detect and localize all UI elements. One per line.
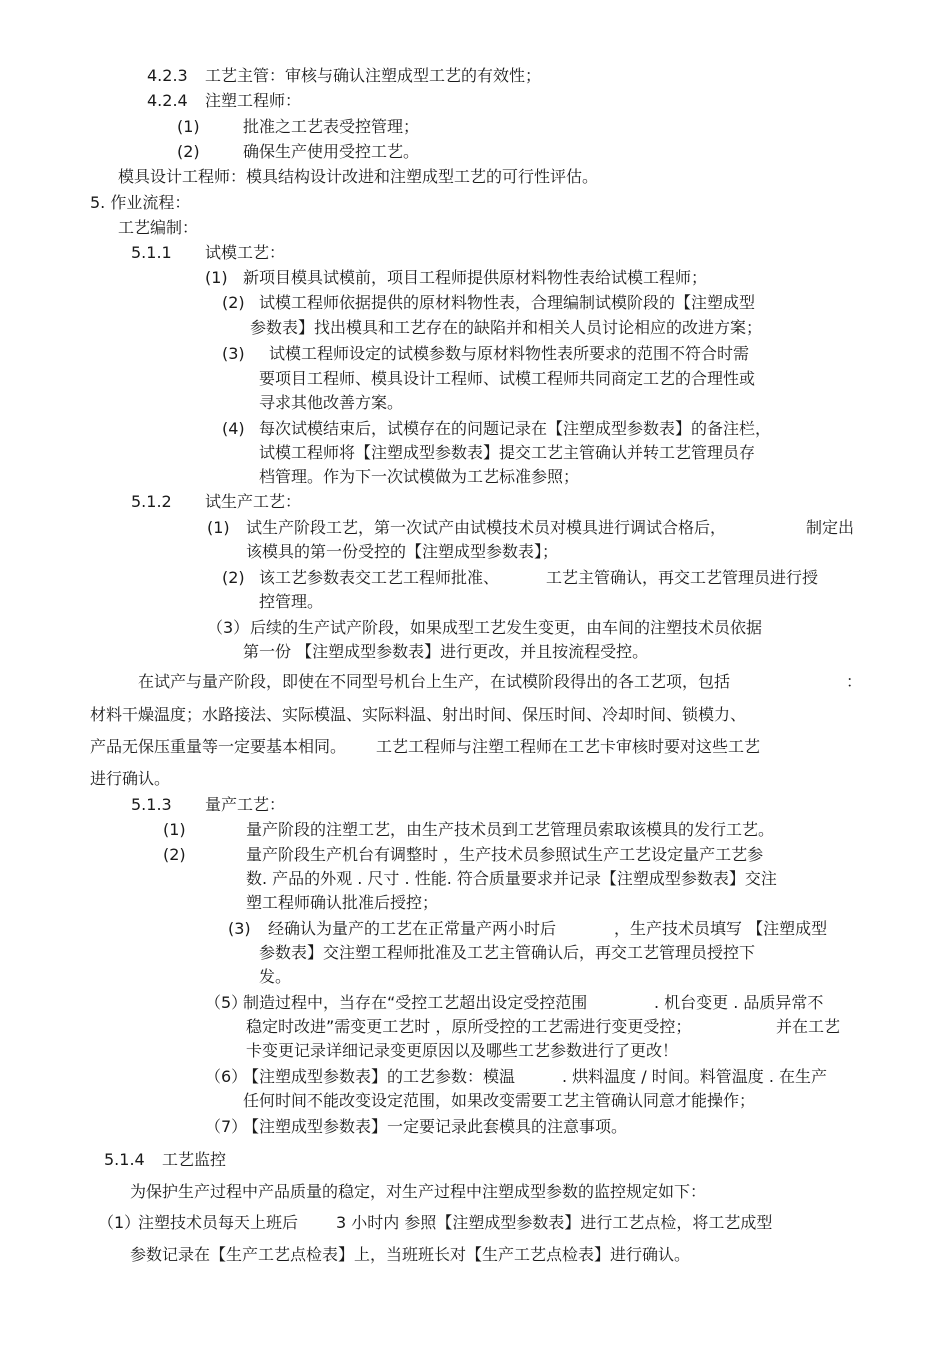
list-item-number: （1） bbox=[98, 1213, 141, 1232]
list-item-text: 数. 产品的外观 . 尺寸 . 性能. 符合质量要求并记录【注塑成型参数表】交注 bbox=[246, 869, 777, 888]
list-item-text: 【注塑成型参数表】一定要记录此套模具的注意事项。 bbox=[243, 1117, 628, 1136]
list-item-text: 卡变更记录详细记录变更原因以及哪些工艺参数进行了更改！ bbox=[246, 1041, 679, 1060]
list-item-text: 寻求其他改善方案。 bbox=[259, 393, 404, 412]
list-item-text: 档管理。作为下一次试模做为工艺标准参照； bbox=[259, 467, 580, 486]
list-item-number: (2) bbox=[163, 845, 186, 864]
list-item-number: (2) bbox=[222, 293, 245, 312]
paragraph-line: 材料干燥温度；水路接法、实际模温、实际料温、射出时间、保压时间、冷却时间、锁模力、 bbox=[90, 705, 747, 724]
list-item-text: . 烘料温度 / 时间。料管温度 . 在生产 bbox=[562, 1067, 827, 1086]
list-item-text: 经确认为量产的工艺在正常量产两小时后 bbox=[268, 919, 557, 938]
paragraph-line: 为保护生产过程中产品质量的稳定，对生产过程中注塑成型参数的监控规定如下： bbox=[130, 1182, 707, 1201]
paragraph-line: ： bbox=[846, 672, 863, 691]
paragraph-line: 产品无保压重量等一定要基本相同。 bbox=[90, 737, 347, 756]
subsection-heading: 工艺编制： bbox=[118, 218, 199, 237]
list-item-number: （3） bbox=[207, 618, 250, 637]
section-text: 工艺主管：审核与确认注塑成型工艺的有效性； bbox=[205, 66, 542, 85]
list-item-number: (3) bbox=[228, 919, 251, 938]
paragraph-line: 工艺工程师与注塑工程师在工艺卡审核时要对这些工艺 bbox=[376, 737, 761, 756]
section-heading: 5. 作业流程： bbox=[90, 193, 191, 212]
section-number: 4.2.4 bbox=[147, 91, 188, 110]
list-item-text: 每次试模结束后，试模存在的问题记录在【注塑成型参数表】的备注栏， bbox=[259, 419, 772, 438]
list-item-text: 参数表】交注塑工程师批准及工艺主管确认后，再交工艺管理员授控下 bbox=[259, 943, 756, 962]
section-text: 注塑工程师： bbox=[205, 91, 302, 110]
list-item-text: 控管理。 bbox=[259, 592, 324, 611]
list-item-text: . 机台变更 . 品质异常不 bbox=[654, 993, 824, 1012]
list-item-text: 量产阶段的注塑工艺，由生产技术员到工艺管理员索取该模具的发行工艺。 bbox=[246, 820, 775, 839]
list-item-number: (1) bbox=[205, 268, 228, 287]
section-number: 5.1.3 bbox=[131, 795, 172, 814]
section-title: 量产工艺： bbox=[205, 795, 286, 814]
list-item-number: (1) bbox=[163, 820, 186, 839]
list-item-text: 稳定时改进”需变更工艺时 ，原所受控的工艺需进行变更受控； bbox=[246, 1017, 692, 1036]
list-item-number: (2) bbox=[177, 142, 200, 161]
section-title: 试生产工艺： bbox=[205, 492, 302, 511]
list-item-text: 参数表】找出模具和工艺存在的缺陷并和相关人员讨论相应的改进方案； bbox=[250, 318, 763, 337]
list-item-text: 注塑技术员每天上班后 bbox=[138, 1213, 299, 1232]
section-title: 工艺监控 bbox=[162, 1150, 227, 1169]
list-item-text: 制定出 bbox=[806, 518, 855, 537]
list-item-number: （7） bbox=[205, 1117, 248, 1136]
section-number: 5.1.4 bbox=[104, 1150, 145, 1169]
list-item-text: 确保生产使用受控工艺。 bbox=[243, 142, 420, 161]
section-number: 5.1.1 bbox=[131, 243, 172, 262]
list-item-number: (1) bbox=[207, 518, 230, 537]
section-number: 4.2.3 bbox=[147, 66, 188, 85]
list-item-text: 该工艺参数表交工艺工程师批准、 bbox=[259, 568, 500, 587]
list-item-text: 试模工程师依据提供的原材料物性表，合理编制试模阶段的【注塑成型 bbox=[259, 293, 756, 312]
list-item-text: ，生产技术员填写 【注塑成型 bbox=[614, 919, 828, 938]
paragraph-line: 进行确认。 bbox=[90, 769, 171, 788]
list-item-text: 量产阶段生产机台有调整时 ，生产技术员参照试生产工艺设定量产工艺参 bbox=[246, 845, 764, 864]
list-item-number: （5） bbox=[205, 993, 248, 1012]
list-item-text: 并在工艺 bbox=[776, 1017, 841, 1036]
list-item-text: 第一份 【注塑成型参数表】进行更改，并且按流程受控。 bbox=[243, 642, 649, 661]
section-number: 5.1.2 bbox=[131, 492, 172, 511]
list-item-text: 试生产阶段工艺，第一次试产由试模技术员对模具进行调试合格后， bbox=[246, 518, 727, 537]
list-item-text: 工艺主管确认，再交工艺管理员进行授 bbox=[546, 568, 819, 587]
list-item-text: 后续的生产试产阶段，如果成型工艺发生变更，由车间的注塑技术员依据 bbox=[250, 618, 763, 637]
list-item-text: 3 小时内 参照【注塑成型参数表】进行工艺点检，将工艺成型 bbox=[336, 1213, 773, 1232]
list-item-text: 参数记录在【生产工艺点检表】上，当班班长对【生产工艺点检表】进行确认。 bbox=[130, 1245, 691, 1264]
list-item-text: 要项目工程师、模具设计工程师、试模工程师共同商定工艺的合理性或 bbox=[259, 369, 756, 388]
list-item-text: 任何时间不能改变设定范围，如果改变需要工艺主管确认同意才能操作； bbox=[243, 1091, 756, 1110]
list-item-text: 试模工程师将【注塑成型参数表】提交工艺主管确认并转工艺管理员存 bbox=[259, 443, 756, 462]
list-item-text: 批准之工艺表受控管理； bbox=[243, 117, 420, 136]
list-item-text: 试模工程师设定的试模参数与原材料物性表所要求的范围不符合时需 bbox=[269, 344, 750, 363]
list-item-number: （6） bbox=[205, 1067, 248, 1086]
list-item-text: 【注塑成型参数表】的工艺参数：模温 bbox=[243, 1067, 516, 1086]
list-item-text: 新项目模具试模前，项目工程师提供原材料物性表给试模工程师； bbox=[243, 268, 708, 287]
list-item-number: (2) bbox=[222, 568, 245, 587]
section-title: 试模工艺： bbox=[205, 243, 286, 262]
list-item-text: 制造过程中，当存在“受控工艺超出设定受控范围 bbox=[243, 993, 588, 1012]
list-item-text: 该模具的第一份受控的【注塑成型参数表】； bbox=[246, 542, 559, 561]
list-item-number: (1) bbox=[177, 117, 200, 136]
list-item-number: (4) bbox=[222, 419, 245, 438]
list-item-text: 发。 bbox=[259, 967, 292, 986]
list-item-number: (3) bbox=[222, 344, 245, 363]
list-item-text: 塑工程师确认批准后授控； bbox=[246, 893, 439, 912]
paragraph-line: 在试产与量产阶段，即使在不同型号机台上生产，在试模阶段得出的各工艺项，包括 bbox=[138, 672, 731, 691]
paragraph-line: 模具设计工程师：模具结构设计改进和注塑成型工艺的可行性评估。 bbox=[118, 167, 599, 186]
